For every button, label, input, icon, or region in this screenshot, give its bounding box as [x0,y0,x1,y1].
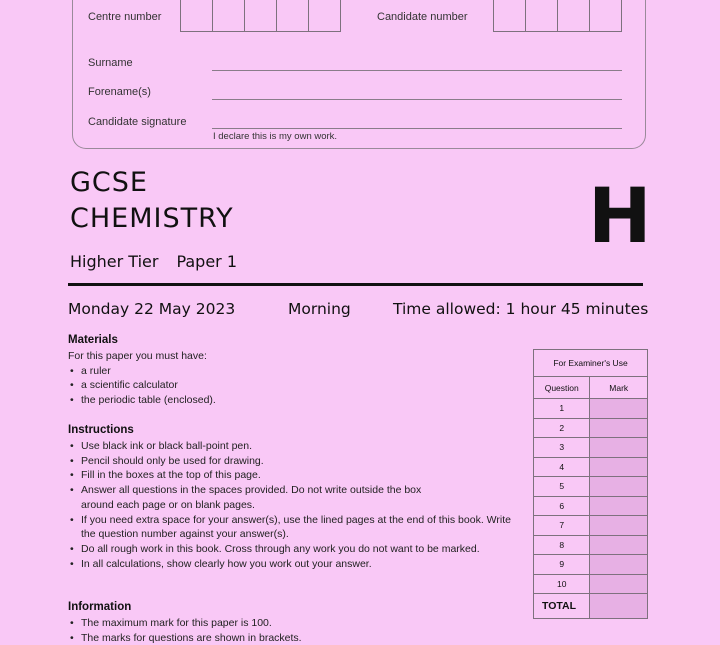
centre-number-digit-box[interactable] [212,0,245,32]
list-item: • The maximum mark for this paper is 100. [68,616,302,631]
question-number: 10 [534,574,590,594]
centre-number-digit-box[interactable] [276,0,309,32]
instructions-section [68,439,513,571]
qualification-title: GCSE [70,167,148,198]
time-allowed: Time allowed: 1 hour 45 minutes [393,300,649,318]
materials-intro: For this paper you must have: [68,350,207,362]
list-item: • Do all rough work in this book. Cross through any work you do not want to be marked. [68,542,481,557]
information-section [68,616,302,645]
mark-cell [590,555,648,575]
question-number: 4 [534,457,590,477]
examiner-table-title: For Examiner's Use [534,350,648,377]
question-number: 2 [534,418,590,438]
total-label: TOTAL [534,594,590,619]
forenames-label: Forename(s) [88,86,151,98]
exam-date: Monday 22 May 2023 [68,300,236,318]
mark-column-header: Mark [590,377,648,399]
signature-field[interactable] [212,128,622,129]
question-column-header: Question [534,377,590,399]
mark-cell [590,399,648,419]
surname-label: Surname [88,57,133,69]
centre-number-digit-box[interactable] [244,0,277,32]
centre-number-label: Centre number [88,11,162,23]
subject-title: CHEMISTRY [70,203,234,234]
candidate-number-digit-box[interactable] [525,0,558,32]
question-number: 3 [534,438,590,458]
surname-field[interactable] [212,70,622,71]
title-rule [68,283,643,286]
question-number: 7 [534,516,590,536]
candidate-number-digit-box[interactable] [557,0,590,32]
mark-cell [590,438,648,458]
materials-section [68,349,216,408]
mark-cell [590,418,648,438]
list-item: • The marks for questions are shown in brackets. [68,631,302,645]
total-mark-cell [590,594,648,619]
list-item: • a ruler [68,364,216,379]
candidate-number-digit-box[interactable] [589,0,622,32]
centre-number-digit-box[interactable] [180,0,213,32]
list-item: • If you need extra space for your answer(s), use the lined pages at the end of this book. Write the question number against your answer(s). [68,513,513,542]
forenames-field[interactable] [212,99,622,100]
candidate-number-label: Candidate number [377,11,468,23]
mark-cell [590,516,648,536]
list-item: • Use black ink or black ball-point pen. [68,439,513,454]
question-number: 6 [534,496,590,516]
mark-cell [590,496,648,516]
declaration-text: I declare this is my own work. [213,131,338,142]
tier-label: Higher Tier [70,252,159,271]
mark-cell [590,535,648,555]
signature-label: Candidate signature [88,116,187,128]
list-item: • the periodic table (enclosed). [68,393,216,408]
tier-line [70,252,237,271]
list-item: • a scientific calculator [68,378,216,393]
centre-number-digit-box[interactable] [308,0,341,32]
information-heading: Information [68,601,132,613]
candidate-number-boxes[interactable] [494,0,622,32]
mark-cell [590,477,648,497]
materials-heading: Materials [68,334,118,346]
list-item: • Answer all questions in the spaces provided. Do not write outside the box around each page or on blank pages. [68,483,456,512]
question-number: 8 [534,535,590,555]
exam-session: Morning [288,300,351,318]
examiner-use-table [533,349,648,619]
list-item: • In all calculations, show clearly how you work out your answer. [68,557,513,572]
candidate-number-digit-box[interactable] [493,0,526,32]
tier-letter: H [588,171,652,260]
question-number: 5 [534,477,590,497]
mark-cell [590,457,648,477]
list-item: • Fill in the boxes at the top of this page. [68,468,513,483]
paper-label: Paper 1 [176,252,238,271]
instructions-heading: Instructions [68,424,134,436]
question-number: 9 [534,555,590,575]
mark-cell [590,574,648,594]
question-number: 1 [534,399,590,419]
list-item: • Pencil should only be used for drawing. [68,454,513,469]
centre-number-boxes[interactable] [181,0,341,32]
